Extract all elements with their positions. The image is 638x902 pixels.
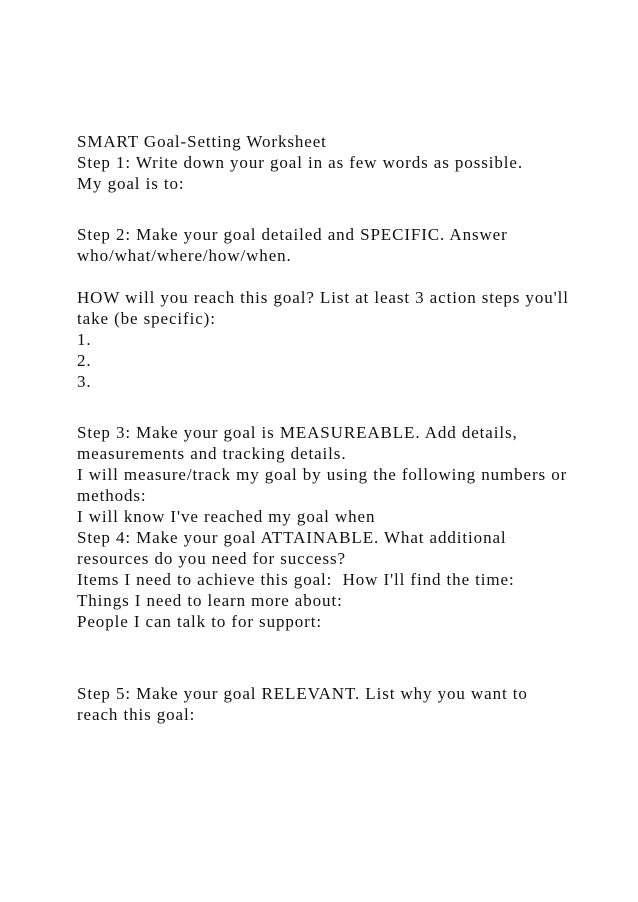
step5-heading-line1: Step 5: Make your goal RELEVANT. List why you want to — [77, 684, 528, 703]
spacer — [77, 194, 597, 215]
step2-heading-line1: Step 2: Make your goal detailed and SPECIFIC. Answer — [77, 225, 508, 244]
step3-reached: I will know I've reached my goal when — [77, 507, 376, 526]
step3-heading-line1: Step 3: Make your goal is MEASUREABLE. Add details, — [77, 423, 518, 442]
step4-learn: Things I need to learn more about: — [77, 591, 343, 610]
step3-measure-line2: methods: — [77, 486, 147, 505]
spacer — [77, 266, 597, 287]
step1-prompt: My goal is to: — [77, 174, 185, 193]
step4-heading-line1: Step 4: Make your goal ATTAINABLE. What additional — [77, 528, 507, 547]
spacer — [77, 392, 597, 413]
step1-heading: Step 1: Write down your goal in as few words as possible. — [77, 153, 523, 172]
action-step-3: 3. — [77, 372, 92, 391]
step2-heading-line2: who/what/where/how/when. — [77, 246, 292, 265]
step2-how-line2: take (be specific): — [77, 309, 216, 328]
spacer — [77, 632, 597, 674]
action-step-2: 2. — [77, 351, 92, 370]
step3-measure-line1: I will measure/track my goal by using the following numbers or — [77, 465, 568, 484]
spacer — [77, 413, 597, 422]
action-step-1: 1. — [77, 330, 92, 349]
step3-heading-line2: measurements and tracking details. — [77, 444, 347, 463]
step2-how-line1: HOW will you reach this goal? List at least 3 action steps you'll — [77, 288, 569, 307]
document-title: SMART Goal-Setting Worksheet — [77, 132, 327, 151]
spacer — [77, 215, 597, 224]
step4-support: People I can talk to for support: — [77, 612, 322, 631]
worksheet-text — [77, 131, 597, 725]
step5-heading-line2: reach this goal: — [77, 705, 196, 724]
spacer — [77, 674, 597, 683]
step4-heading-line2: resources do you need for success? — [77, 549, 346, 568]
step4-items-time: Items I need to achieve this goal: How I'll find the time: — [77, 570, 515, 589]
